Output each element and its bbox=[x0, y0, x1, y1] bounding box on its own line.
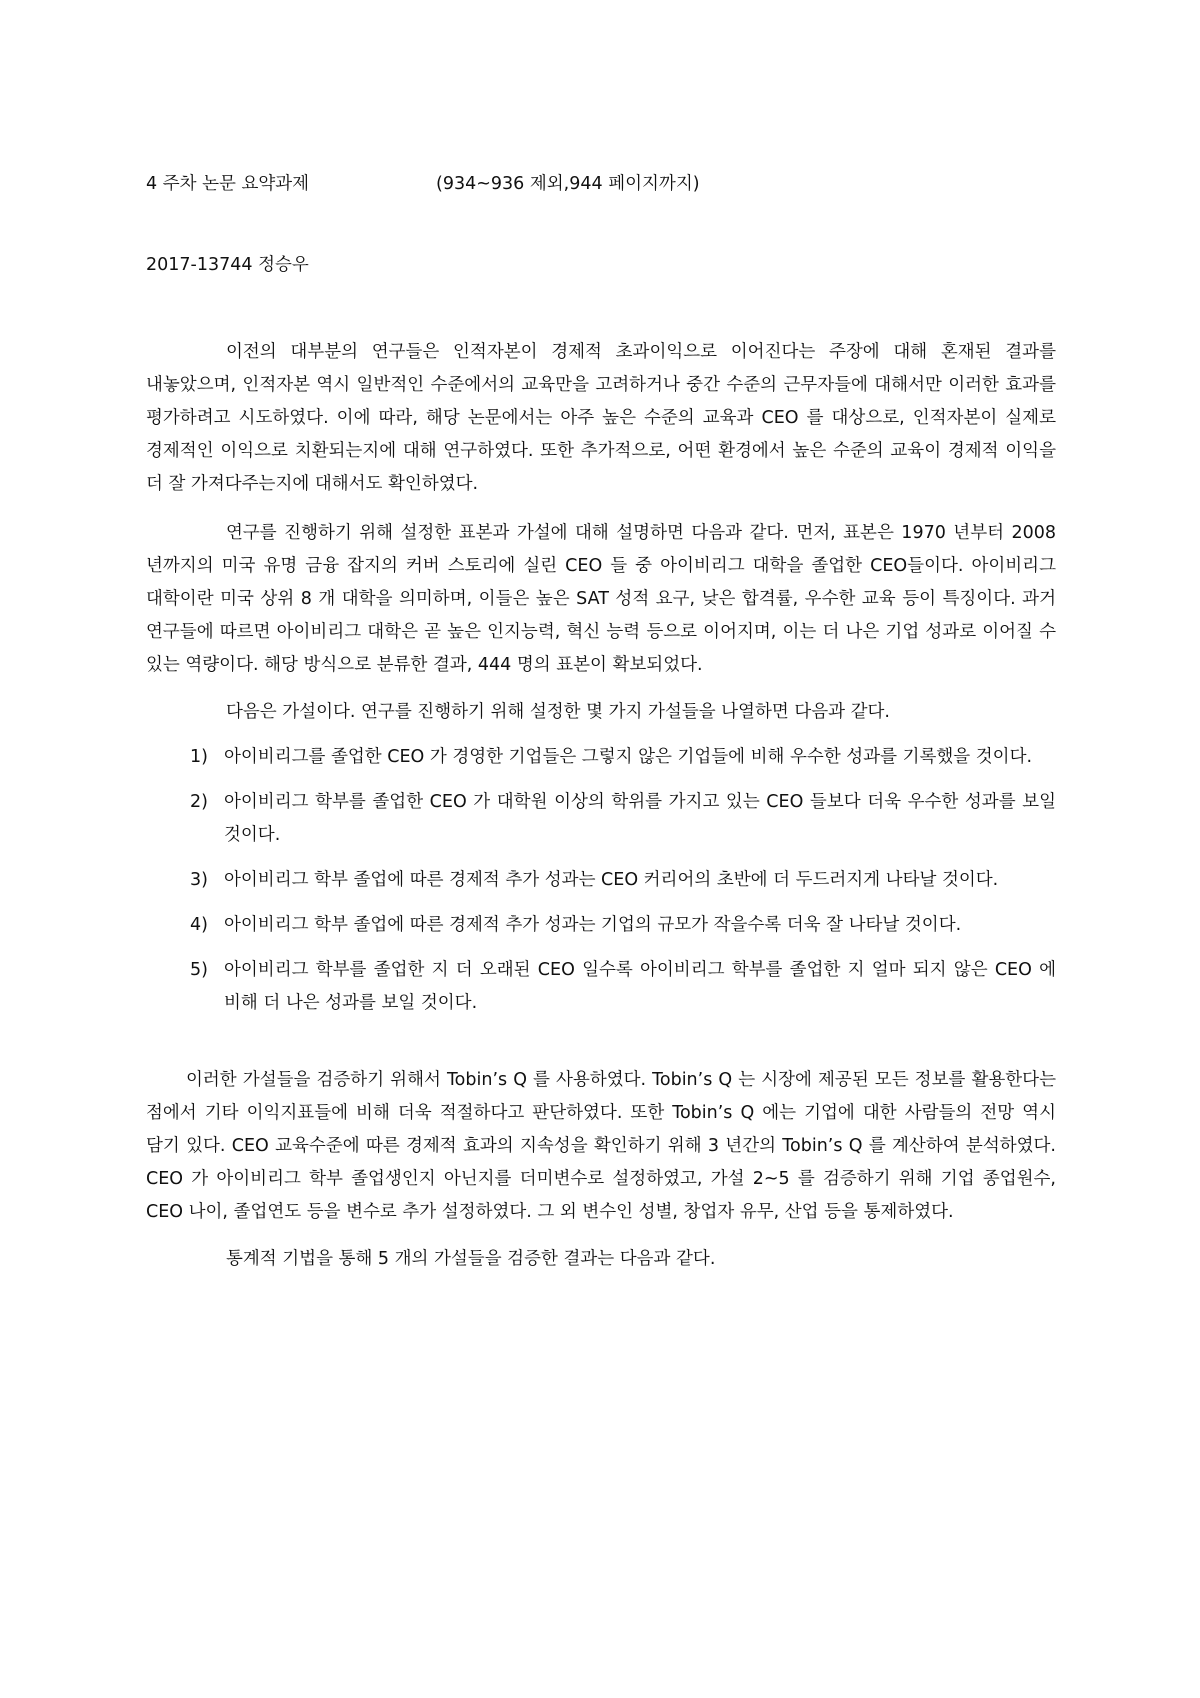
hypothesis-text: 아이비리그를 졸업한 CEO 가 경영한 기업들은 그렇지 않은 기업들에 비해 우수한 성과를 기록했을 것이다. bbox=[224, 747, 1033, 767]
list-item bbox=[146, 864, 1056, 897]
list-item bbox=[146, 909, 1056, 942]
list-item bbox=[146, 954, 1056, 1020]
hypothesis-number: 5) bbox=[190, 960, 208, 980]
paragraph-method: 이러한 가설들을 검증하기 위해서 Tobin’s Q 를 사용하였다. Tobin’s Q 는 시장에 제공된 모든 정보를 활용한다는 점에서 기타 이익지표들에 비해 더욱 적절하다고 판단하였다. 또한 Tobin’s Q 에는 기업에 대한 사람들의 전망 역시 담기 있다. CEO 교육수준에 따른 경제적 효과의 지속성을 확인하기 위해 3 년간의 Tobin’s Q 를 계산하여 분석하였다. CEO 가 아이비리그 학부 졸업생인지 아닌지를 더미변수로 설정하였고, 가설 2~5 를 검증하기 위해 기업 종업원수, CEO 나이, 졸업연도 등을 변수로 추가 설정하였다. 그 외 변수인 성별, 창업자 유무, 산업 등을 통제하였다. bbox=[146, 1070, 1056, 1222]
hypothesis-text: 아이비리그 학부를 졸업한 CEO 가 대학원 이상의 학위를 가지고 있는 CEO 들보다 더욱 우수한 성과를 보일 것이다. bbox=[224, 792, 1056, 845]
list-item bbox=[146, 741, 1056, 774]
hypothesis-number: 1) bbox=[190, 747, 208, 767]
paragraph-results-intro: 통계적 기법을 통해 5 개의 가설들을 검증한 결과는 다음과 같다. bbox=[226, 1249, 716, 1269]
hypothesis-number: 3) bbox=[190, 870, 208, 890]
paragraph-hypotheses-intro: 다음은 가설이다. 연구를 진행하기 위해 설정한 몇 가지 가설들을 나열하면 다음과 같다. bbox=[226, 702, 890, 722]
document-body bbox=[146, 168, 1056, 1276]
title-line bbox=[146, 168, 1056, 201]
hypothesis-text: 아이비리그 학부 졸업에 따른 경제적 추가 성과는 기업의 규모가 작을수록 더욱 잘 나타날 것이다. bbox=[224, 915, 962, 935]
list-item bbox=[146, 786, 1056, 852]
document-title: 4 주차 논문 요약과제 bbox=[146, 174, 310, 194]
hypothesis-text: 아이비리그 학부 졸업에 따른 경제적 추가 성과는 CEO 커리어의 초반에 더 두드러지게 나타날 것이다. bbox=[224, 870, 999, 890]
hypothesis-number: 2) bbox=[190, 792, 208, 812]
hypothesis-list bbox=[146, 741, 1056, 1020]
hypothesis-number: 4) bbox=[190, 915, 208, 935]
page-range-note: (934~936 제외,944 페이지까지) bbox=[436, 174, 700, 194]
hypothesis-text: 아이비리그 학부를 졸업한 지 더 오래된 CEO 일수록 아이비리그 학부를 졸업한 지 얼마 되지 않은 CEO 에 비해 더 나은 성과를 보일 것이다. bbox=[224, 960, 1056, 1013]
paragraph-intro: 이전의 대부분의 연구들은 인적자본이 경제적 초과이익으로 이어진다는 주장에 대해 혼재된 결과를 내놓았으며, 인적자본 역시 일반적인 수준에서의 교육만을 고려하거나 중간 수준의 근무자들에 대해서만 이러한 효과를 평가하려고 시도하였다. 이에 따라, 해당 논문에서는 아주 높은 수준의 교육과 CEO 를 대상으로, 인적자본이 실제로 경제적인 이익으로 치환되는지에 대해 연구하였다. 또한 추가적으로, 어떤 환경에서 높은 수준의 교육이 경제적 이익을 더 잘 가져다주는지에 대해서도 확인하였다. bbox=[146, 342, 1056, 494]
author-line: 2017-13744 정승우 bbox=[146, 255, 309, 275]
paragraph-sample: 연구를 진행하기 위해 설정한 표본과 가설에 대해 설명하면 다음과 같다. 먼저, 표본은 1970 년부터 2008 년까지의 미국 유명 금융 잡지의 커버 스토리에 실린 CEO 들 중 아이비리그 대학을 졸업한 CEO들이다. 아이비리그 대학이란 미국 상위 8 개 대학을 의미하며, 이들은 높은 SAT 성적 요구, 낮은 합격률, 우수한 교육 등이 특징이다. 과거 연구들에 따르면 아이비리그 대학은 곧 높은 인지능력, 혁신 능력 등으로 이어지며, 이는 더 나은 기업 성과로 이어질 수 있는 역량이다. 해당 방식으로 분류한 결과, 444 명의 표본이 확보되었다. bbox=[146, 523, 1056, 675]
